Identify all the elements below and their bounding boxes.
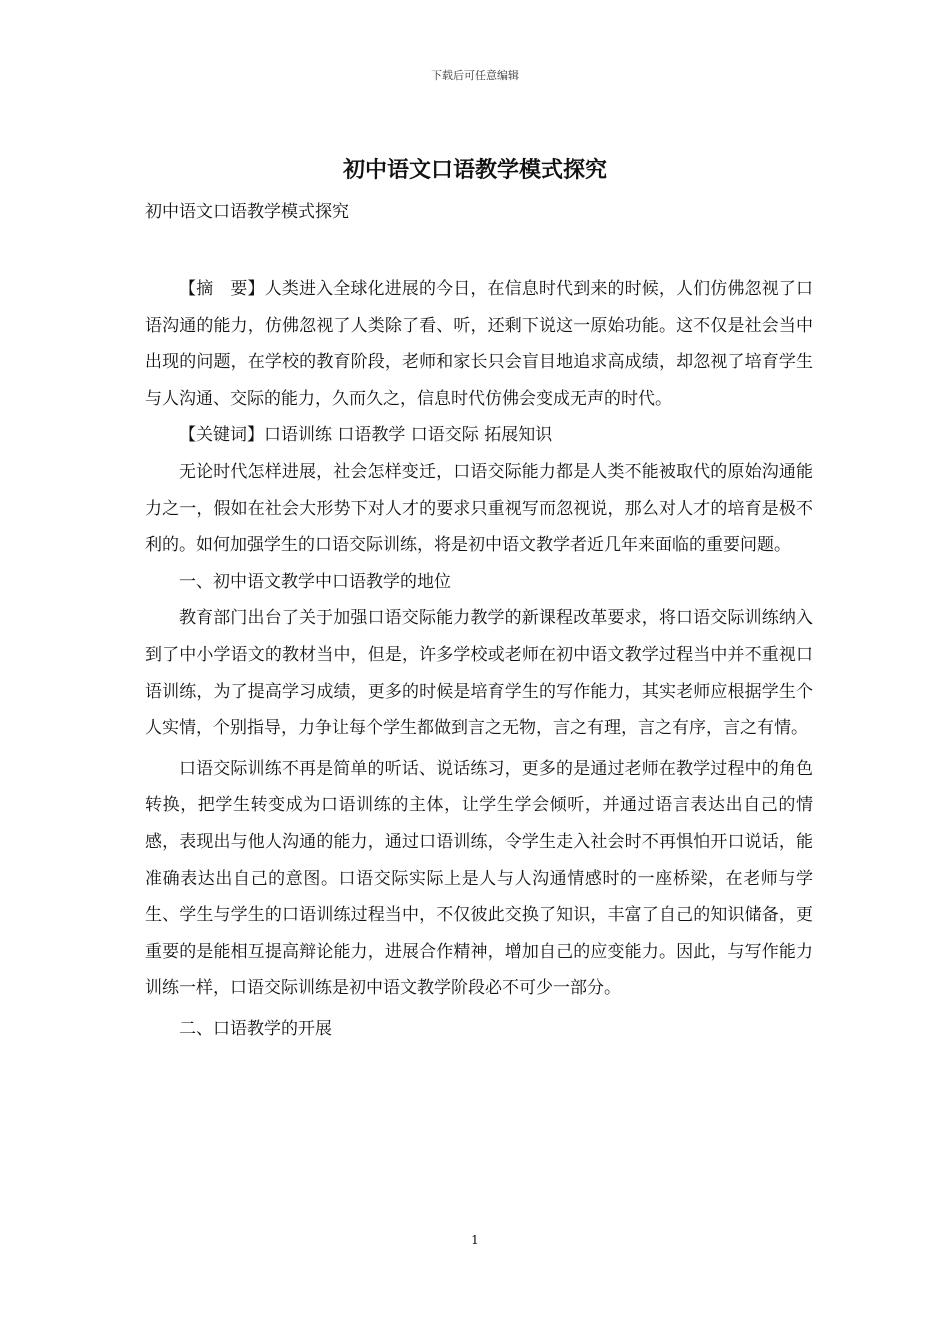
document-body — [145, 271, 813, 1047]
body-paragraph-1: 教育部门出台了关于加强口语交际能力教学的新课程改革要求，将口语交际训练纳入到了中小学语文的教材当中，但是，许多学校或老师在初中语文教学过程当中并不重视口语训练，为了提高学习成绩，更多的时候是培育学生的写作能力，其实老师应根据学生个人实情，个别指导，力争让每个学生都做到言之无物，言之有理，言之有序，言之有情。 — [145, 608, 813, 739]
section-heading-1: 一、初中语文教学中口语教学的地位 — [179, 571, 451, 592]
page-number: 1 — [471, 1233, 479, 1247]
keywords-paragraph: 【关键词】口语训练 口语教学 口语交际 拓展知识 — [179, 425, 553, 446]
intro-paragraph: 无论时代怎样进展，社会怎样变迁，口语交际能力都是人类不能被取代的原始沟通能力之一，假如在社会大形势下对人才的要求只重视写而忽视说，那么对人才的培育是极不利的。如何加强学生的口语交际训练，将是初中语文教学者近几年来面临的重要问题。 — [145, 461, 813, 556]
page-header-note: 下载后可任意编辑 — [431, 69, 519, 82]
section-heading-2: 二、口语教学的开展 — [179, 1018, 332, 1039]
body-paragraph-2: 口语交际训练不再是简单的听话、说话练习，更多的是通过老师在教学过程中的角色转换，把学生转变成为口语训练的主体，让学生学会倾听，并通过语言表达出自己的情感，表现出与他人沟通的能力，通过口语训练，令学生走入社会时不再惧怕开口说话，能准确表达出自己的意图。口语交际实际上是人与人沟通情感时的一座桥梁，在老师与学生、学生与学生的口语训练过程当中，不仅彼此交换了知识，丰富了自己的知识储备，更重要的是能相互提高辩论能力，进展合作精神，增加自己的应变能力。因此，与写作能力训练一样，口语交际训练是初中语文教学阶段必不可少一部分。 — [145, 758, 813, 999]
document-title: 初中语文口语教学模式探究 — [342, 157, 607, 183]
document-subtitle: 初中语文口语教学模式探究 — [145, 202, 349, 222]
abstract-paragraph: 【摘 要】人类进入全球化进展的今日，在信息时代到来的时候，人们仿佛忽视了口语沟通的能力，仿佛忽视了人类除了看、听，还剩下说这一原始功能。这不仅是社会当中出现的问题，在学校的教育阶段，老师和家长只会盲目地追求高成绩，却忽视了培育学生与人沟通、交际的能力，久而久之，信息时代仿佛会变成无声的时代。 — [145, 279, 813, 409]
